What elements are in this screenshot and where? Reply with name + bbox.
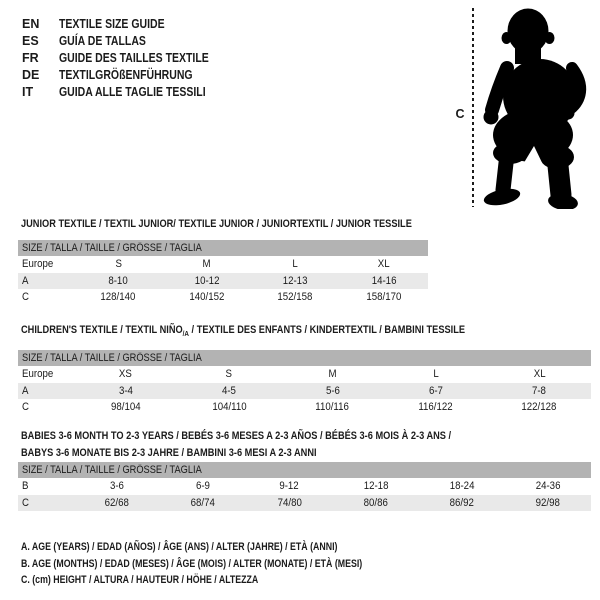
table-title-text: BABYS 3-6 MONATE BIS 2-3 JAHRE / BAMBINI 3-6 MESI A 2-3 ANNI	[21, 446, 317, 459]
size-cell	[488, 383, 591, 400]
language-code: ES	[22, 34, 39, 48]
row-label	[18, 399, 74, 416]
size-cell	[384, 366, 487, 383]
language-row	[22, 84, 237, 101]
language-label: TEXTILE SIZE GUIDE	[59, 17, 165, 31]
size-cell-text: 104/110	[211, 401, 247, 413]
size-cell	[74, 383, 177, 400]
size-cell-text: 68/74	[191, 496, 216, 509]
size-cell	[74, 366, 177, 383]
size-cell	[333, 478, 419, 495]
size-cell	[177, 399, 280, 416]
row-label-text: C	[22, 291, 29, 303]
size-cell	[384, 383, 487, 400]
size-cell-text: S	[115, 258, 122, 270]
row-label	[18, 256, 74, 273]
height-measure-dashed-line	[472, 8, 474, 207]
legend-line-text: A. AGE (YEARS) / EDAD (AÑOS) / ÂGE (ANS) / ALTER (JAHRE) / ETÀ (ANNI)	[21, 541, 338, 553]
language-list	[22, 16, 237, 101]
table-row	[18, 256, 428, 273]
language-row	[22, 16, 237, 33]
size-cell-text: XL	[377, 258, 390, 270]
row-label-text: A	[22, 384, 29, 397]
size-cell-text: 12-18	[363, 480, 388, 492]
table-row	[18, 399, 591, 416]
size-cell-text: S	[225, 368, 233, 380]
size-cell	[384, 399, 487, 416]
language-label: GUIDE DES TAILLES TEXTILE	[59, 51, 209, 65]
size-cell-text: L	[292, 258, 298, 270]
language-label: GUÍA DE TALLAS	[59, 34, 146, 48]
size-cell-text: 12-13	[282, 274, 308, 287]
size-cell-text: 80/86	[363, 496, 388, 509]
babies-size-table	[18, 430, 591, 511]
row-label-text: Europe	[22, 258, 54, 270]
size-cell-text: 10-12	[194, 274, 220, 287]
size-cell	[281, 383, 384, 400]
table-row	[18, 478, 591, 495]
toddler-silhouette-image	[477, 4, 593, 209]
size-cell	[488, 366, 591, 383]
height-marker-label: C	[455, 107, 465, 121]
table-title	[21, 322, 550, 343]
size-cell	[281, 366, 384, 383]
size-cell-text: 6-7	[428, 384, 443, 397]
junior-size-table	[18, 218, 428, 306]
row-label-text: A	[22, 274, 29, 287]
language-label: TEXTILGRÖßENFÜHRUNG	[59, 68, 193, 82]
size-cell	[419, 478, 505, 495]
legend-line	[21, 572, 448, 589]
table-title-text: CHILDREN'S TEXTILE / TEXTIL NIÑO	[21, 324, 183, 336]
size-cell-text: 116/122	[418, 401, 454, 413]
size-cell-text: 74/80	[277, 496, 302, 509]
table-rows	[18, 256, 428, 306]
table-title-text: BABIES 3-6 MONTH TO 2-3 YEARS / BEBÉS 3-6 MESES A 2-3 AÑOS / BÉBÉS 3-6 MOIS À 2-3 ANS /	[21, 430, 452, 442]
language-code: FR	[22, 51, 39, 65]
size-cell-text: 24-36	[535, 480, 561, 492]
table-row	[18, 366, 591, 383]
size-header-band: SIZE / TALLA / TAILLE / GRÖSSE / TAGLIA	[18, 350, 591, 366]
table-row	[18, 495, 591, 512]
language-label: GUIDA ALLE TAGLIE TESSILI	[59, 85, 206, 99]
legend-line-text: B. AGE (MONTHS) / EDAD (MESES) / ÂGE (MOIS) / ALTER (MONATE) / ETÀ (MESI)	[21, 557, 363, 570]
table-title-text: /A	[182, 329, 189, 339]
size-cell-text: 8-10	[108, 274, 128, 287]
size-cell	[160, 478, 246, 495]
size-cell	[251, 273, 340, 290]
size-cell	[505, 478, 591, 495]
size-cell	[246, 495, 332, 512]
legend-line-text: C. (cm) HEIGHT / ALTURA / HAUTEUR / HÖHE / ALTEZZA	[21, 574, 259, 587]
language-code: IT	[22, 85, 34, 99]
size-cell	[251, 256, 340, 273]
row-label	[18, 495, 74, 512]
children-size-table	[18, 324, 591, 416]
table-title	[21, 216, 486, 233]
size-cell-text: 140/152	[189, 291, 225, 303]
size-cell-text: 110/116	[315, 401, 350, 413]
size-cell	[488, 399, 591, 416]
table-rows	[18, 366, 591, 416]
table-title-text: / TEXTILE DES ENFANTS / KINDERTEXTIL / BAMBINI TESSILE	[188, 324, 466, 336]
size-cell-text: 86/92	[449, 496, 474, 509]
legend-line	[21, 556, 448, 573]
size-cell	[505, 495, 591, 512]
size-cell	[74, 256, 163, 273]
size-cell	[160, 495, 246, 512]
size-header-band: SIZE / TALLA / TAILLE / GRÖSSE / TAGLIA	[18, 462, 591, 478]
size-cell	[163, 256, 252, 273]
size-cell-text: 158/170	[366, 291, 402, 303]
size-cell-text: M	[328, 368, 337, 380]
row-label-text: Europe	[22, 368, 54, 380]
row-label	[18, 366, 74, 383]
size-cell	[74, 478, 160, 495]
language-row	[22, 67, 237, 84]
row-label-text: C	[22, 401, 29, 413]
row-label	[18, 289, 74, 306]
table-row	[18, 383, 591, 400]
row-label	[18, 273, 74, 290]
size-cell	[177, 366, 280, 383]
size-cell	[74, 495, 160, 512]
size-cell-text: XS	[119, 368, 133, 380]
size-cell-text: 122/128	[521, 401, 557, 413]
size-cell-text: 128/140	[100, 291, 136, 303]
size-cell-text: 5-6	[325, 384, 340, 397]
size-cell-text: 6-9	[196, 480, 211, 492]
size-cell	[281, 399, 384, 416]
size-cell	[177, 383, 280, 400]
size-cell-text: 92/98	[535, 496, 561, 509]
size-cell	[340, 256, 429, 273]
size-cell-text: 152/158	[277, 291, 313, 303]
size-cell	[163, 289, 252, 306]
size-cell-text: 3-6	[110, 480, 125, 492]
legend	[21, 539, 448, 589]
size-cell	[246, 478, 332, 495]
language-row	[22, 50, 237, 67]
size-cell-text: M	[202, 258, 211, 270]
size-cell-text: 7-8	[532, 384, 547, 397]
size-cell-text: 9-12	[279, 480, 300, 492]
size-cell	[340, 273, 429, 290]
row-label	[18, 478, 74, 495]
size-cell-text: XL	[533, 368, 546, 380]
size-cell-text: L	[433, 368, 439, 380]
size-cell	[74, 273, 163, 290]
table-title	[21, 428, 533, 461]
size-cell	[163, 273, 252, 290]
size-cell	[74, 399, 177, 416]
size-cell-text: 3-4	[118, 384, 133, 397]
size-cell	[419, 495, 505, 512]
size-cell	[251, 289, 340, 306]
table-row	[18, 289, 428, 306]
size-cell	[74, 289, 163, 306]
size-cell	[333, 495, 419, 512]
table-row	[18, 273, 428, 290]
row-label-text: C	[22, 496, 29, 509]
size-cell-text: 14-16	[371, 274, 397, 287]
table-rows	[18, 478, 591, 511]
size-cell-text: 62/68	[104, 496, 130, 509]
size-header-band: SIZE / TALLA / TAILLE / GRÖSSE / TAGLIA	[18, 240, 428, 256]
language-row	[22, 33, 237, 50]
legend-line	[21, 539, 448, 556]
row-label	[18, 383, 74, 400]
size-cell-text: 4-5	[222, 384, 237, 397]
size-cell	[340, 289, 429, 306]
size-cell-text: 98/104	[110, 401, 141, 413]
language-code: EN	[22, 17, 40, 31]
language-code: DE	[22, 68, 40, 82]
row-label-text: B	[22, 480, 29, 492]
size-cell-text: 18-24	[449, 480, 475, 492]
table-title-text: JUNIOR TEXTILE / TEXTIL JUNIOR/ TEXTILE JUNIOR / JUNIORTEXTIL / JUNIOR TESSILE	[21, 218, 412, 230]
